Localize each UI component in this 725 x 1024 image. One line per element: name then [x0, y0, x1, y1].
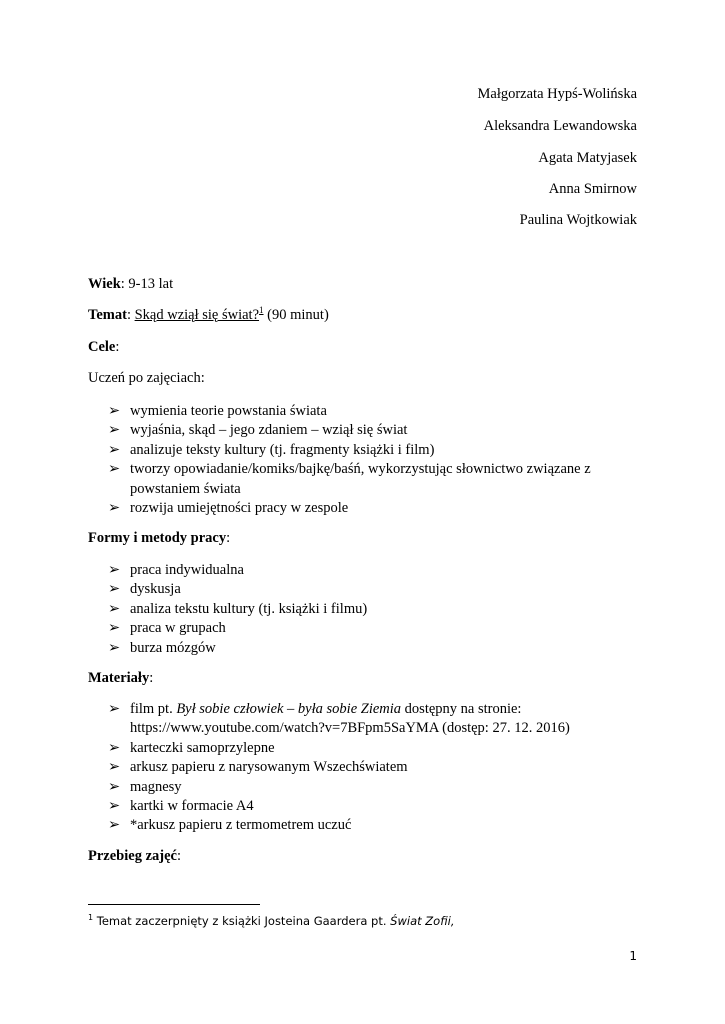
arrow-bullet-icon: ➢: [108, 403, 121, 419]
topic-label: Temat: [88, 307, 127, 323]
topic-line: [88, 307, 329, 324]
arrow-bullet-icon: ➢: [108, 620, 121, 637]
list-item: [108, 460, 628, 499]
film-url[interactable]: https://www.youtube.com/watch?v=7BFpm5SaYMA (dostęp: 27. 12. 2016): [130, 720, 570, 737]
course-heading: [88, 848, 181, 865]
arrow-bullet-icon: ➢: [108, 600, 121, 617]
author-3: Agata Matyjasek: [538, 150, 637, 166]
methods-suffix: :: [226, 530, 231, 546]
list-item-text: burza mózgów: [130, 639, 216, 656]
materials-label: Materiały: [88, 670, 150, 686]
list-item: [108, 797, 628, 816]
list-item-text: dyskusja: [130, 581, 181, 598]
topic-sep: :: [126, 307, 135, 323]
author-2: Aleksandra Lewandowska: [483, 118, 637, 134]
goals-label: Cele: [88, 339, 116, 355]
film-suffix: dostępny na stronie:: [401, 701, 522, 717]
list-item-text: praca w grupach: [130, 620, 226, 637]
footnote-separator: [88, 904, 260, 905]
film-title: Był sobie człowiek – była sobie Ziemia: [176, 701, 402, 717]
topic-duration: (90 minut): [263, 307, 329, 323]
arrow-bullet-icon: ➢: [108, 759, 121, 776]
list-item: [108, 499, 628, 518]
film-prefix: film pt.: [130, 701, 177, 717]
arrow-bullet-icon: ➢: [108, 422, 121, 439]
list-item: [108, 816, 628, 835]
course-label: Przebieg zajęć: [88, 848, 177, 864]
goals-suffix: :: [115, 339, 120, 355]
list-item-text: *arkusz papieru z termometrem uczuć: [130, 817, 352, 834]
age-label: Wiek: [88, 276, 121, 292]
list-item: [108, 561, 628, 580]
list-item-film: [108, 700, 628, 739]
goals-heading: [88, 339, 119, 356]
arrow-bullet-icon: ➢: [108, 778, 121, 795]
arrow-bullet-icon: ➢: [108, 562, 121, 578]
age-value: : 9-13 lat: [120, 276, 174, 292]
arrow-bullet-icon: ➢: [108, 701, 121, 717]
methods-list: [108, 561, 628, 658]
author-4: Anna Smirnow: [548, 181, 637, 197]
list-item: [108, 600, 628, 619]
materials-suffix: :: [149, 670, 154, 686]
list-item: [108, 739, 628, 758]
list-item-text: analizuje teksty kultury (tj. fragmenty książki i film): [130, 441, 435, 458]
list-item-text: praca indywidualna: [130, 562, 244, 578]
list-item-text: kartki w formacie A4: [130, 798, 254, 815]
arrow-bullet-icon: ➢: [108, 639, 121, 656]
arrow-bullet-icon: ➢: [108, 441, 121, 458]
methods-heading: [88, 530, 230, 547]
list-item: [108, 441, 628, 460]
arrow-bullet-icon: ➢: [108, 739, 121, 756]
materials-heading: [88, 670, 153, 687]
topic-title: Skąd wziął się świat?: [134, 307, 260, 323]
list-item: [108, 639, 628, 658]
list-item: [108, 778, 628, 797]
age-line: [88, 276, 173, 293]
list-item-text: wymienia teorie powstania świata: [130, 403, 327, 419]
arrow-bullet-icon: ➢: [108, 798, 121, 815]
list-item-text: analiza tekstu kultury (tj. książki i filmu): [130, 600, 368, 617]
footnote-text: Temat zaczerpnięty z książki Josteina Gaardera pt.: [93, 914, 391, 928]
list-item-text: karteczki samoprzylepne: [130, 739, 275, 756]
author-1: Małgorzata Hypś-Wolińska: [477, 86, 637, 102]
methods-label: Formy i metody pracy: [88, 530, 227, 546]
list-item-text: arkusz papieru z narysowanym Wszechświatem: [130, 759, 408, 776]
arrow-bullet-icon: ➢: [108, 817, 121, 834]
footnote-book-title: Świat Zofii,: [390, 914, 455, 928]
list-item: [108, 421, 628, 440]
author-5: Paulina Wojtkowiak: [519, 212, 637, 228]
arrow-bullet-icon: ➢: [108, 581, 121, 598]
list-item-text: wyjaśnia, skąd – jego zdaniem – wziął się świat: [130, 422, 408, 439]
goals-list: [108, 402, 628, 518]
footnote-ref[interactable]: 1: [259, 305, 264, 316]
footnote-number: 1: [88, 913, 94, 923]
list-item-text: rozwija umiejętności pracy w zespole: [130, 500, 349, 517]
page-number: 1: [629, 949, 637, 963]
materials-list: [108, 700, 628, 836]
footnote: [88, 914, 454, 928]
list-item-text: magnesy: [130, 778, 182, 795]
list-item: [108, 619, 628, 638]
arrow-bullet-icon: ➢: [108, 500, 121, 517]
list-item: [108, 758, 628, 777]
arrow-bullet-icon: ➢: [108, 461, 121, 478]
student-intro: Uczeń po zajęciach:: [88, 370, 205, 386]
list-item-text: tworzy opowiadanie/komiks/bajkę/baśń, wykorzystując słownictwo związane z powstaniem świata: [130, 461, 591, 497]
list-item: [108, 402, 628, 421]
course-suffix: :: [176, 848, 181, 864]
list-item: [108, 580, 628, 599]
